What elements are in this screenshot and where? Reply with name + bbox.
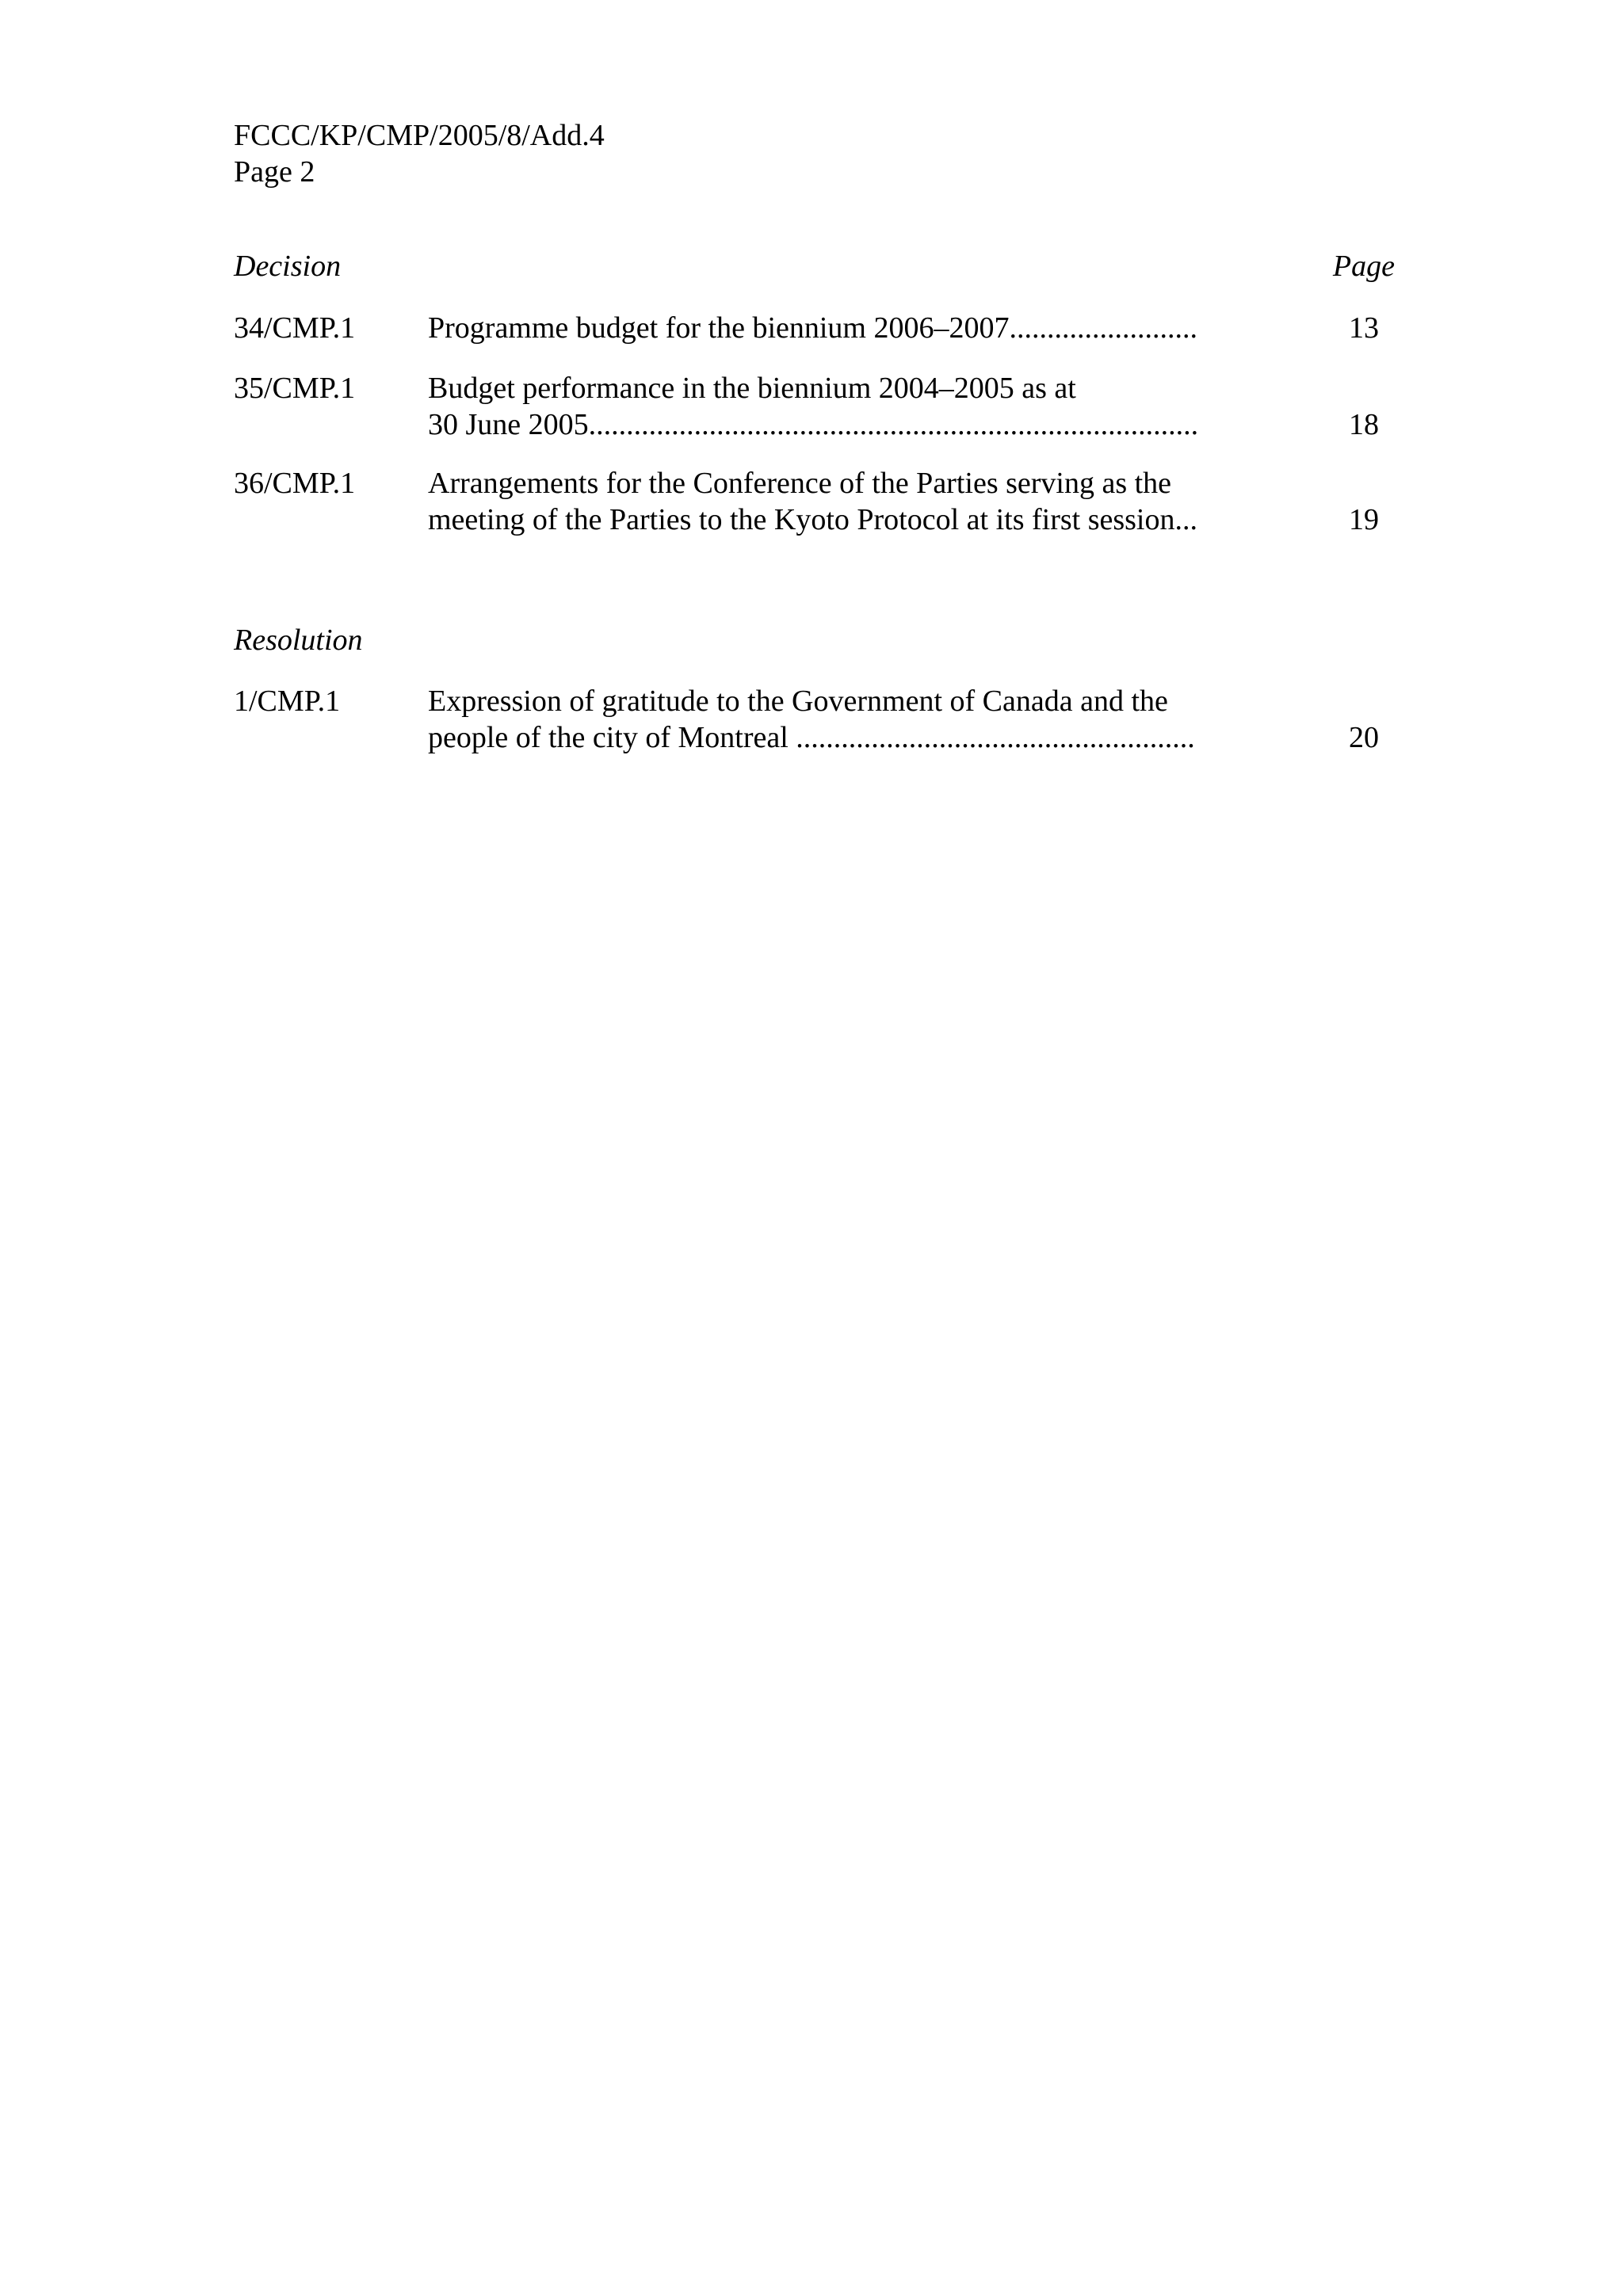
entry-title-line: people of the city of Montreal ..................................................... [428, 721, 1195, 754]
page-number-label: Page 2 [234, 155, 315, 189]
entry-title [428, 683, 1220, 756]
entry-title [428, 310, 1220, 346]
entry-number: 36/CMP.1 [234, 467, 356, 500]
entry-page-number: 18 [1349, 408, 1379, 441]
entry-number: 34/CMP.1 [234, 311, 356, 345]
entry-number: 35/CMP.1 [234, 372, 356, 405]
page-column-label: Page [1332, 250, 1395, 283]
entry-title [428, 370, 1220, 443]
decision-section-label: Decision [234, 250, 342, 283]
document-symbol: FCCC/KP/CMP/2005/8/Add.4 [234, 119, 605, 152]
entry-title-line: Programme budget for the biennium 2006–2007......................... [428, 311, 1197, 345]
entry-page-number: 19 [1349, 503, 1379, 536]
entry-title [428, 465, 1220, 538]
entry-title-line: Arrangements for the Conference of the Parties serving as the [428, 467, 1172, 500]
entry-page-number: 13 [1349, 311, 1379, 345]
resolution-section-label: Resolution [234, 624, 363, 657]
entry-number: 1/CMP.1 [234, 685, 341, 718]
entry-title-line: Expression of gratitude to the Government of Canada and the [428, 685, 1168, 718]
entry-page-number: 20 [1349, 721, 1379, 754]
entry-title-line: meeting of the Parties to the Kyoto Protocol at its first session... [428, 503, 1197, 536]
entry-title-line: 30 June 2005................................................................................. [428, 408, 1199, 441]
entry-title-line: Budget performance in the biennium 2004–2005 as at [428, 372, 1076, 405]
